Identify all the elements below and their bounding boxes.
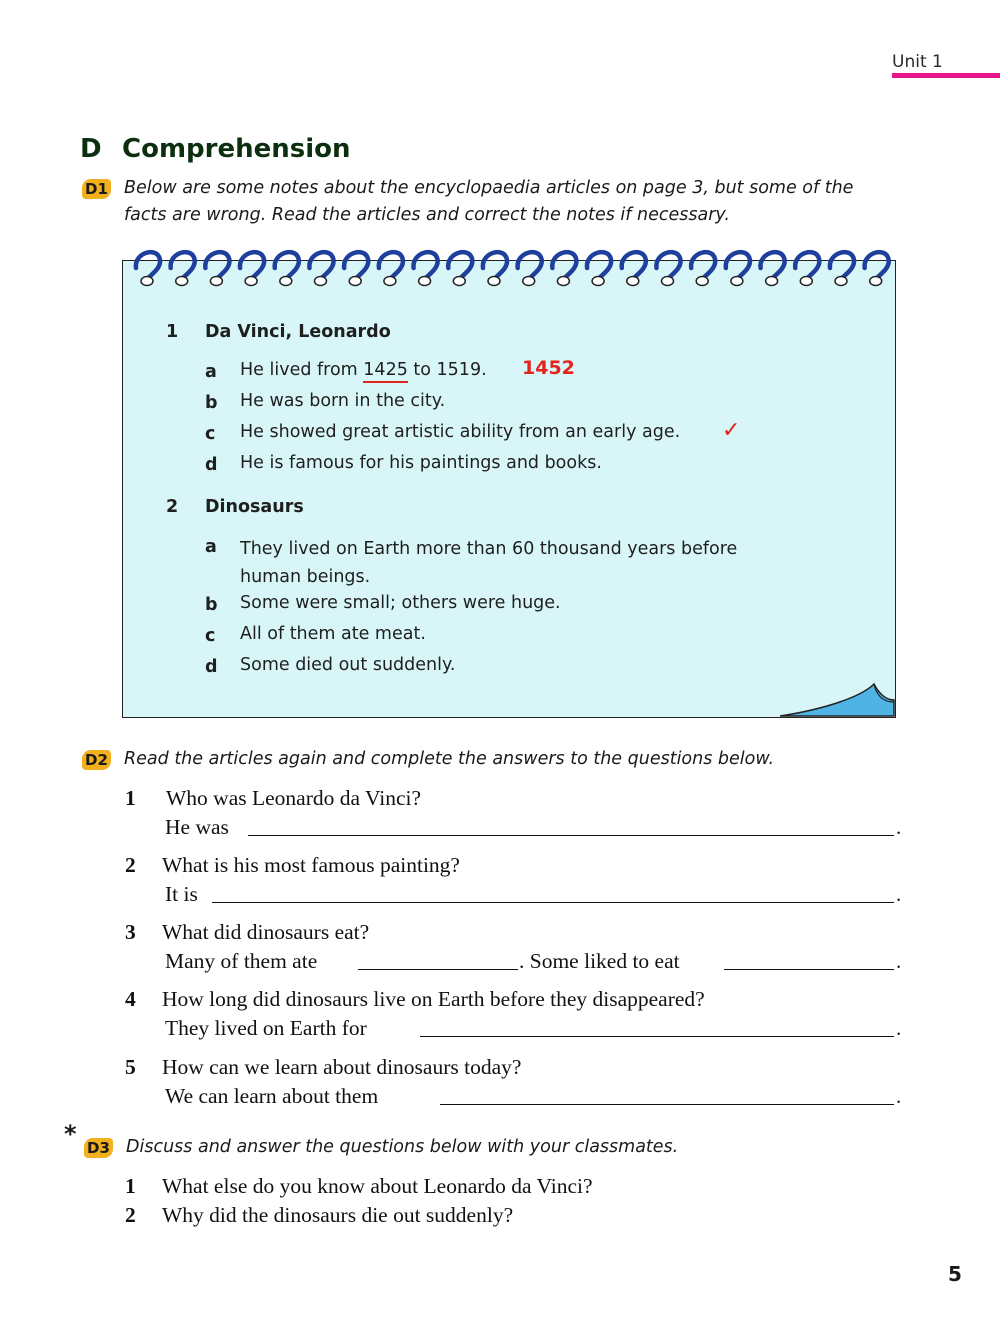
spiral-hole: [453, 277, 465, 286]
d2-q1-answer-prompt: He was: [165, 815, 229, 839]
note-1c-letter: c: [205, 424, 216, 444]
d2-q3-answer-line-1[interactable]: [358, 969, 518, 970]
d2-badge: D2: [82, 750, 111, 770]
d2-q2-period: .: [896, 882, 902, 906]
note-1-title: Da Vinci, Leonardo: [205, 322, 391, 342]
note-1c-check-icon: ✓: [722, 418, 741, 443]
note-1b-text: He was born in the city.: [240, 391, 446, 411]
note-1c-text: He showed great artistic ability from an early age.: [240, 422, 681, 442]
d2-q4-period: .: [896, 1016, 902, 1040]
spiral-hole: [176, 277, 188, 286]
note-2-title: Dinosaurs: [205, 497, 304, 517]
spiral-hole: [349, 277, 361, 286]
d3-q2-number: 2: [125, 1203, 136, 1227]
d1-instruction-line2: facts are wrong. Read the articles and correct the notes if necessary.: [124, 205, 730, 225]
spiral-hole: [766, 277, 778, 286]
spiral-binding-icon: [130, 242, 900, 290]
note-2a-line1: They lived on Earth more than 60 thousand years before: [240, 539, 738, 559]
note-1d-letter: d: [205, 455, 218, 475]
note-1-number: 1: [166, 322, 179, 342]
d3-star-icon: *: [64, 1120, 77, 1148]
spiral-hole: [592, 277, 604, 286]
spiral-hole: [315, 277, 327, 286]
page-number: 5: [948, 1262, 962, 1286]
d3-instruction: Discuss and answer the questions below with your classmates.: [126, 1137, 679, 1157]
d2-q4-answer-prompt: They lived on Earth for: [165, 1016, 367, 1040]
spiral-hole: [280, 277, 292, 286]
d3-q1-number: 1: [125, 1174, 136, 1198]
page-curl-icon: [770, 680, 900, 720]
d2-q5-period: .: [896, 1084, 902, 1108]
d2-q5-question: How can we learn about dinosaurs today?: [162, 1055, 522, 1079]
d2-q2-question: What is his most famous painting?: [162, 853, 460, 877]
note-2a-line2: human beings.: [240, 567, 371, 587]
d2-q1-question: Who was Leonardo da Vinci?: [166, 786, 422, 810]
note-1a-correction: 1452: [522, 357, 575, 379]
spiral-hole: [731, 277, 743, 286]
d2-q2-answer-line[interactable]: [212, 902, 894, 903]
note-1d-text: He is famous for his paintings and books.: [240, 453, 602, 473]
d2-q1-number: 1: [125, 786, 136, 810]
d2-q3-number: 3: [125, 920, 136, 944]
note-2c-text: All of them ate meat.: [240, 624, 426, 644]
d1-instruction: [124, 175, 924, 229]
note-1a-post: to 1519.: [407, 360, 487, 380]
d2-q3-answer-line-2[interactable]: [724, 969, 894, 970]
note-2-number: 2: [166, 497, 179, 517]
d1-badge: D1: [82, 179, 111, 199]
spiral-hole: [627, 277, 639, 286]
note-1a-underlined: 1425: [363, 360, 408, 383]
note-2a-text: [240, 535, 737, 591]
spiral-hole: [210, 277, 222, 286]
note-2b-letter: b: [205, 595, 218, 615]
d2-q1-answer-line[interactable]: [248, 835, 894, 836]
d2-q1-period: .: [896, 815, 902, 839]
spiral-hole: [419, 277, 431, 286]
d2-badge-wrap: [82, 750, 111, 770]
d2-q5-number: 5: [125, 1055, 136, 1079]
spiral-hole: [662, 277, 674, 286]
note-2c-letter: c: [205, 626, 216, 646]
note-2a-letter: a: [205, 537, 217, 557]
d3-q1-question: What else do you know about Leonardo da Vinci?: [162, 1174, 593, 1198]
d3-q2-question: Why did the dinosaurs die out suddenly?: [162, 1203, 514, 1227]
note-1a-text: [240, 360, 487, 380]
spiral-hole: [835, 277, 847, 286]
d2-q3-period: .: [896, 949, 902, 973]
spiral-hole: [557, 277, 569, 286]
spiral-hole: [384, 277, 396, 286]
spiral-hole: [696, 277, 708, 286]
d2-q3-answer-prompt: Many of them ate: [165, 949, 318, 973]
d2-q4-question: How long did dinosaurs live on Earth before they disappeared?: [162, 987, 705, 1011]
spiral-hole: [245, 277, 257, 286]
unit-underline-bar: [892, 73, 1000, 78]
d2-q4-number: 4: [125, 987, 136, 1011]
d2-q5-answer-prompt: We can learn about them: [165, 1084, 379, 1108]
section-title: Comprehension: [122, 134, 351, 164]
d2-q3-question: What did dinosaurs eat?: [162, 920, 370, 944]
section-letter: D: [80, 134, 102, 164]
d2-q5-answer-line[interactable]: [440, 1104, 894, 1105]
spiral-hole: [141, 277, 153, 286]
spiral-hole: [488, 277, 500, 286]
d3-badge: D3: [84, 1138, 113, 1158]
d2-q2-number: 2: [125, 853, 136, 877]
d2-q3-answer-prompt-2: . Some liked to eat: [519, 949, 680, 973]
d2-q4-answer-line[interactable]: [420, 1036, 894, 1037]
note-2d-text: Some died out suddenly.: [240, 655, 456, 675]
spiral-hole: [523, 277, 535, 286]
unit-label: Unit 1: [892, 52, 943, 72]
note-2b-text: Some were small; others were huge.: [240, 593, 561, 613]
note-1b-letter: b: [205, 393, 218, 413]
note-1a-pre: He lived from: [240, 360, 364, 380]
note-2d-letter: d: [205, 657, 218, 677]
d1-instruction-line1: Below are some notes about the encyclopaedia articles on page 3, but some of the: [124, 178, 854, 198]
d1-badge-wrap: [82, 179, 111, 199]
note-1a-letter: a: [205, 362, 217, 382]
d2-q2-answer-prompt: It is: [165, 882, 198, 906]
spiral-hole: [870, 277, 882, 286]
d2-instruction: Read the articles again and complete the answers to the questions below.: [124, 749, 775, 769]
spiral-hole: [800, 277, 812, 286]
d3-badge-wrap: [84, 1138, 113, 1158]
